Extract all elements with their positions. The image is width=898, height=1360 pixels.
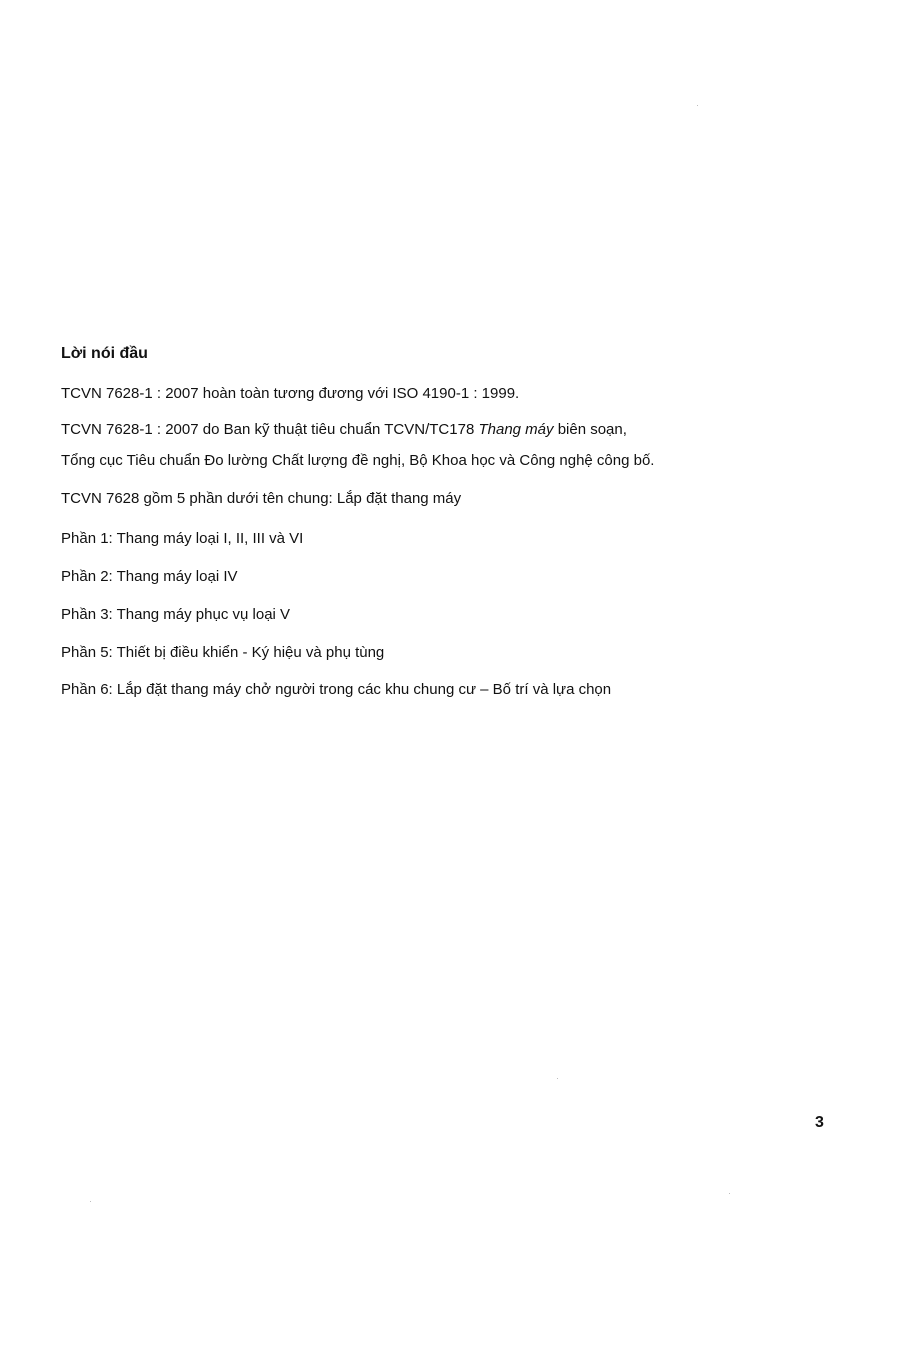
part-6-item: Phần 6: Lắp đặt thang máy chở người trong các khu chung cư – Bố trí và lựa chọn xyxy=(61,681,612,698)
paragraph-compilation-text: TCVN 7628-1 : 2007 do Ban kỹ thuật tiêu chuẩn TCVN/TC178 xyxy=(61,421,475,438)
paragraph-equivalence: TCVN 7628-1 : 2007 hoàn toàn tương đương với ISO 4190-1 : 1999. xyxy=(61,385,520,402)
paragraph-compilation xyxy=(61,420,627,440)
scan-speck xyxy=(90,1201,91,1202)
part-5-item: Phần 5: Thiết bị điều khiển - Ký hiệu và phụ tùng xyxy=(61,644,385,661)
paragraph-parts-intro: TCVN 7628 gồm 5 phần dưới tên chung: Lắp đặt thang máy xyxy=(61,490,462,507)
part-2-item: Phần 2: Thang máy loại IV xyxy=(61,568,238,585)
section-heading: Lời nói đầu xyxy=(61,345,148,362)
scan-speck xyxy=(729,1193,730,1194)
scan-speck xyxy=(557,1078,558,1079)
page-number: 3 xyxy=(815,1114,824,1131)
paragraph-compilation-end: biên soạn, xyxy=(557,421,627,438)
part-1-item: Phần 1: Thang máy loại I, II, III và VI xyxy=(61,530,304,547)
part-3-item: Phần 3: Thang máy phục vụ loại V xyxy=(61,606,291,623)
paragraph-publication: Tổng cục Tiêu chuẩn Đo lường Chất lượng đề nghị, Bộ Khoa học và Công nghệ công bố. xyxy=(61,452,655,469)
scan-speck xyxy=(697,105,698,106)
committee-name: Thang máy xyxy=(478,421,554,438)
